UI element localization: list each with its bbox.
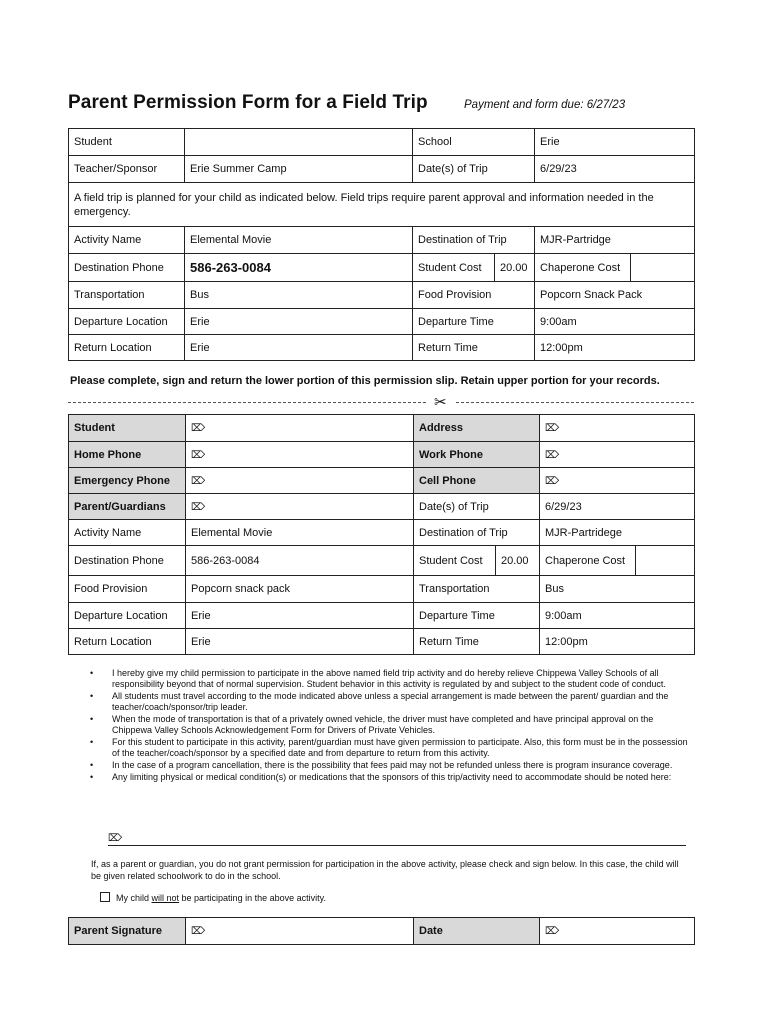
departure-time-value: 9:00am [535, 309, 695, 335]
intro-text: A field trip is planned for your child as indicated below. Field trips require parent approval and information needed in the emergency. [69, 183, 695, 227]
dest-phone-label: Destination Phone [69, 254, 185, 282]
slip-food-value: Popcorn snack pack [186, 576, 414, 603]
terms-text: All students must travel according to the mode indicated above unless a special arrangement is made between the parent/ guardian and the teacher/coach/sponsor/trip leader. [112, 691, 669, 712]
terms-item [90, 668, 692, 690]
activity-label: Activity Name [69, 227, 185, 254]
terms-item [90, 691, 692, 713]
signature-table [68, 917, 695, 945]
terms-item [90, 737, 692, 759]
opt-out-checkbox-row[interactable] [100, 892, 326, 903]
emergency-phone-label: Emergency Phone [69, 468, 186, 494]
slip-return-time-value: 12:00pm [540, 629, 695, 655]
slip-destination-label: Destination of Trip [414, 520, 540, 546]
bullet-icon: • [90, 714, 94, 724]
work-phone-field[interactable] [540, 442, 695, 468]
checkbox-text-after: be participating in the above activity. [179, 893, 326, 903]
terms-item [90, 760, 692, 771]
terms-text: When the mode of transportation is that of a privately owned vehicle, the driver must have completed and have principal approval on the Chippewa Valley Schools Acknowledgement Form for Drivers of Private Vehicles. [112, 714, 654, 735]
slip-chaperone-cost-label: Chaperone Cost [540, 546, 636, 576]
slip-return-time-label: Return Time [414, 629, 540, 655]
bullet-icon: • [90, 668, 94, 678]
destination-label: Destination of Trip [413, 227, 535, 254]
slip-departure-location-label: Departure Location [69, 603, 186, 629]
slip-dates-value: 6/29/23 [540, 494, 695, 520]
slip-destination-value: MJR-Partridege [540, 520, 695, 546]
slip-student-cost-value: 20.00 [496, 546, 540, 576]
trip-dates-label: Date(s) of Trip [413, 156, 535, 183]
field-marker-icon: ⌦ [545, 423, 560, 434]
opt-out-text: If, as a parent or guardian, you do not grant permission for participation in the above activity, please check and sign below. In this case, the child will be given related schoolwork to do in the school. [91, 859, 679, 881]
slip-return-location-label: Return Location [69, 629, 186, 655]
bullet-icon: • [90, 737, 94, 747]
chaperone-cost-label: Chaperone Cost [535, 254, 631, 282]
signature-date-field[interactable] [540, 918, 695, 945]
scissors-icon: ✂ [434, 394, 447, 411]
student-cost-label: Student Cost [413, 254, 495, 282]
checkbox-text-underlined: will not [151, 893, 180, 903]
terms-item [90, 772, 692, 783]
emergency-phone-field[interactable] [186, 468, 414, 494]
departure-time-label: Departure Time [413, 309, 535, 335]
bullet-icon: • [90, 691, 94, 701]
opt-out-checkbox[interactable] [100, 892, 110, 902]
field-marker-icon: ⌦ [191, 926, 206, 937]
slip-transportation-label: Transportation [414, 576, 540, 603]
teacher-value: Erie Summer Camp [185, 156, 413, 183]
transportation-label: Transportation [69, 282, 185, 309]
slip-chaperone-cost-value [636, 546, 695, 576]
field-marker-icon: ⌦ [191, 475, 206, 487]
return-instructions: Please complete, sign and return the lower portion of this permission slip. Retain upper portion for your records. [70, 375, 660, 387]
destination-value: MJR-Partridge [535, 227, 695, 254]
terms-text: Any limiting physical or medical condition(s) or medications that the sponsors of this trip/activity need to accommodate should be noted here: [112, 772, 672, 782]
slip-food-label: Food Provision [69, 576, 186, 603]
slip-student-label: Student [69, 415, 186, 442]
trip-dates-value: 6/29/23 [535, 156, 695, 183]
trip-info-table [68, 128, 695, 361]
terms-text: I hereby give my child permission to participate in the above named field trip activity and do hereby relieve Chippewa Valley Schools of all responsibility beyond that of normal supervision. Student behavior in this activity is regulated by and subject to the student code of conduct. [112, 668, 666, 689]
form-title: Parent Permission Form for a Field Trip [68, 92, 428, 113]
due-date: Payment and form due: 6/27/23 [464, 99, 626, 111]
slip-dates-label: Date(s) of Trip [414, 494, 540, 520]
chaperone-cost-value [631, 254, 695, 282]
field-marker-icon: ⌦ [545, 926, 560, 937]
home-phone-label: Home Phone [69, 442, 186, 468]
field-marker-icon: ⌦ [191, 423, 206, 434]
return-time-value: 12:00pm [535, 335, 695, 361]
departure-location-value: Erie [185, 309, 413, 335]
slip-transportation-value: Bus [540, 576, 695, 603]
slip-activity-value: Elemental Movie [186, 520, 414, 546]
slip-activity-label: Activity Name [69, 520, 186, 546]
cut-line [68, 394, 694, 411]
parent-guardian-label: Parent/Guardians [69, 494, 186, 520]
checkbox-text-before: My child [116, 893, 152, 903]
slip-student-field[interactable] [186, 415, 414, 442]
slip-student-cost-label: Student Cost [414, 546, 496, 576]
work-phone-label: Work Phone [414, 442, 540, 468]
school-value: Erie [535, 129, 695, 156]
dest-phone-value: 586-263-0084 [185, 254, 413, 282]
student-label: Student [69, 129, 185, 156]
field-marker-icon: ⌦ [191, 501, 206, 513]
cell-phone-label: Cell Phone [414, 468, 540, 494]
return-location-label: Return Location [69, 335, 185, 361]
school-label: School [413, 129, 535, 156]
terms-list [90, 668, 692, 784]
slip-dest-phone-value: 586-263-0084 [186, 546, 414, 576]
parent-signature-label: Parent Signature [69, 918, 186, 945]
field-marker-icon: ⌦ [545, 475, 560, 487]
return-location-value: Erie [185, 335, 413, 361]
slip-departure-time-label: Departure Time [414, 603, 540, 629]
food-label: Food Provision [413, 282, 535, 309]
return-time-label: Return Time [413, 335, 535, 361]
permission-slip-table [68, 414, 695, 655]
address-field[interactable] [540, 415, 695, 442]
medical-conditions-field[interactable] [108, 833, 686, 846]
parent-signature-field[interactable] [186, 918, 414, 945]
slip-dest-phone-label: Destination Phone [69, 546, 186, 576]
bullet-icon: • [90, 772, 94, 782]
field-marker-icon: ⌦ [545, 449, 560, 461]
slip-departure-time-value: 9:00am [540, 603, 695, 629]
departure-location-label: Departure Location [69, 309, 185, 335]
terms-item [90, 714, 692, 736]
signature-date-label: Date [414, 918, 540, 945]
terms-text: In the case of a program cancellation, there is the possibility that fees paid may not be refunded unless there is program insurance coverage. [112, 760, 673, 770]
transportation-value: Bus [185, 282, 413, 309]
parent-guardian-field[interactable] [186, 494, 414, 520]
cell-phone-field[interactable] [540, 468, 695, 494]
home-phone-field[interactable] [186, 442, 414, 468]
student-cost-value: 20.00 [495, 254, 535, 282]
address-label: Address [414, 415, 540, 442]
slip-departure-location-value: Erie [186, 603, 414, 629]
slip-return-location-value: Erie [186, 629, 414, 655]
activity-value: Elemental Movie [185, 227, 413, 254]
teacher-label: Teacher/Sponsor [69, 156, 185, 183]
bullet-icon: • [90, 760, 94, 770]
student-field[interactable] [185, 129, 413, 156]
terms-text: For this student to participate in this activity, parent/guardian must have given permission to participate. Also, this form must be in the possession of the teacher/coach/sponsor by a specified date and from departure to return from this activity. [112, 737, 688, 758]
field-marker-icon: ⌦ [108, 833, 123, 844]
food-value: Popcorn Snack Pack [535, 282, 695, 309]
field-marker-icon: ⌦ [191, 449, 206, 461]
